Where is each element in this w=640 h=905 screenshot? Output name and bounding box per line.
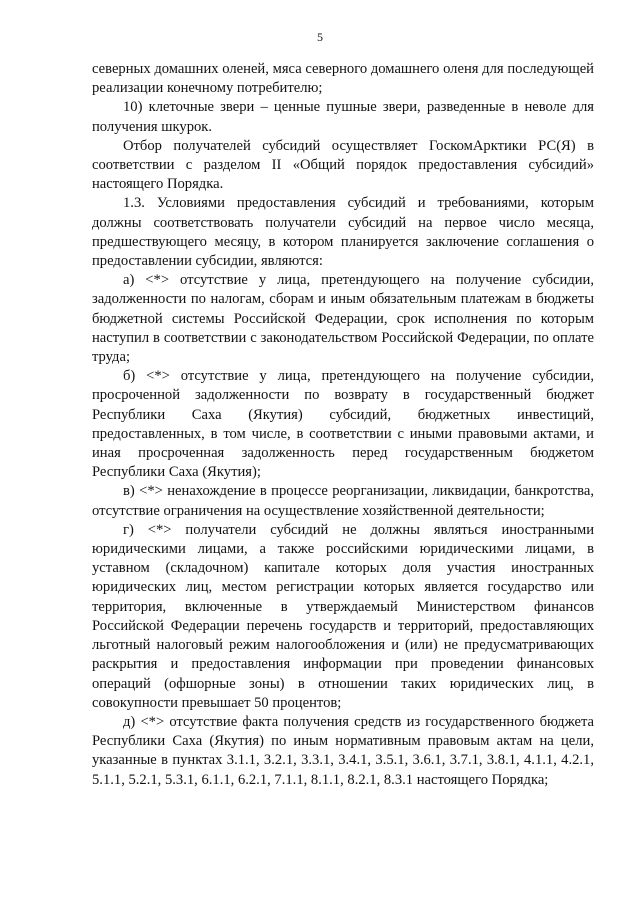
paragraph-condition-a: а) <*> отсутствие у лица, претендующего на получение субсидии, задолженности по налогам, сборам и иным обязательным платежам в бюджеты бюджетной системы Российской Федерации, срок исполнения по которым наступил в соответствии с законодательством Российской Федерации, по оплате труда; (92, 272, 594, 366)
paragraph-continuation-item-9: северных домашних оленей, мяса северного домашнего оленя для последующей реализации конечному потребителю; (92, 61, 594, 97)
paragraph-condition-g: г) <*> получатели субсидий не должны являться иностранными юридическими лицами, а также российскими юридическими лицами, в уставном (складочном) капитале которых доля участия иностранных юридических лиц, местом регистрации которых является государство или территория, включенные в утверждаемый Министерством финансов Российской Федерации перечень государств и территорий, предоставляющих льготный налоговый режим налогообложения и (или) не предусматривающих раскрытия и предоставления информации при проведении финансовых операций (офшорные зоны) в отношении таких юридических лиц, в совокупности превышает 50 процентов; (92, 521, 594, 711)
page-number: 5 (317, 30, 323, 44)
paragraph-condition-v: в) <*> ненахождение в процессе реорганизации, ликвидации, банкротства, отсутствие ограничения на осуществление хозяйственной деятельности; (92, 483, 594, 519)
paragraph-condition-b: б) <*> отсутствие у лица, претендующего на получение субсидии, просроченной задолженности по возврату в государственный бюджет Республики Саха (Якутия) субсидий, бюджетных инвестиций, предоставленных, в том числе, в соответствии с иными правовыми актами, и иная просроченная задолженность перед государственным бюджетом Республики Саха (Якутия); (92, 368, 594, 481)
paragraph-section-1-3: 1.3. Условиями предоставления субсидий и требованиями, которым должны соответствовать получатели субсидий на первое число месяца, предшествующего месяцу, в котором планируется заключение соглашения о предоставлении субсидии, являются: (92, 195, 594, 270)
body-text (92, 60, 594, 790)
paragraph-condition-d: д) <*> отсутствие факта получения средств из государственного бюджета Республики Саха (Якутия) по иным нормативным правовым актам на цели, указанные в пунктах 3.1.1, 3.2.1, 3.3.1, 3.4.1, 3.5.1, 3.6.1, 3.7.1, 3.8.1, 4.1.1, 4.2.1, 5.1.1, 5.2.1, 5.3.1, 6.1.1, 6.2.1, 7.1.1, 8.1.1, 8.2.1, 8.3.1 настоящего Порядка; (92, 713, 594, 788)
paragraph-item-10: 10) клеточные звери – ценные пушные звери, разведенные в неволе для получения шкурок. (92, 99, 594, 135)
paragraph-selection: Отбор получателей субсидий осуществляет ГоскомАрктики РС(Я) в соответствии с разделом II «Общий порядок предоставления субсидий» настоящего Порядка. (92, 137, 594, 193)
